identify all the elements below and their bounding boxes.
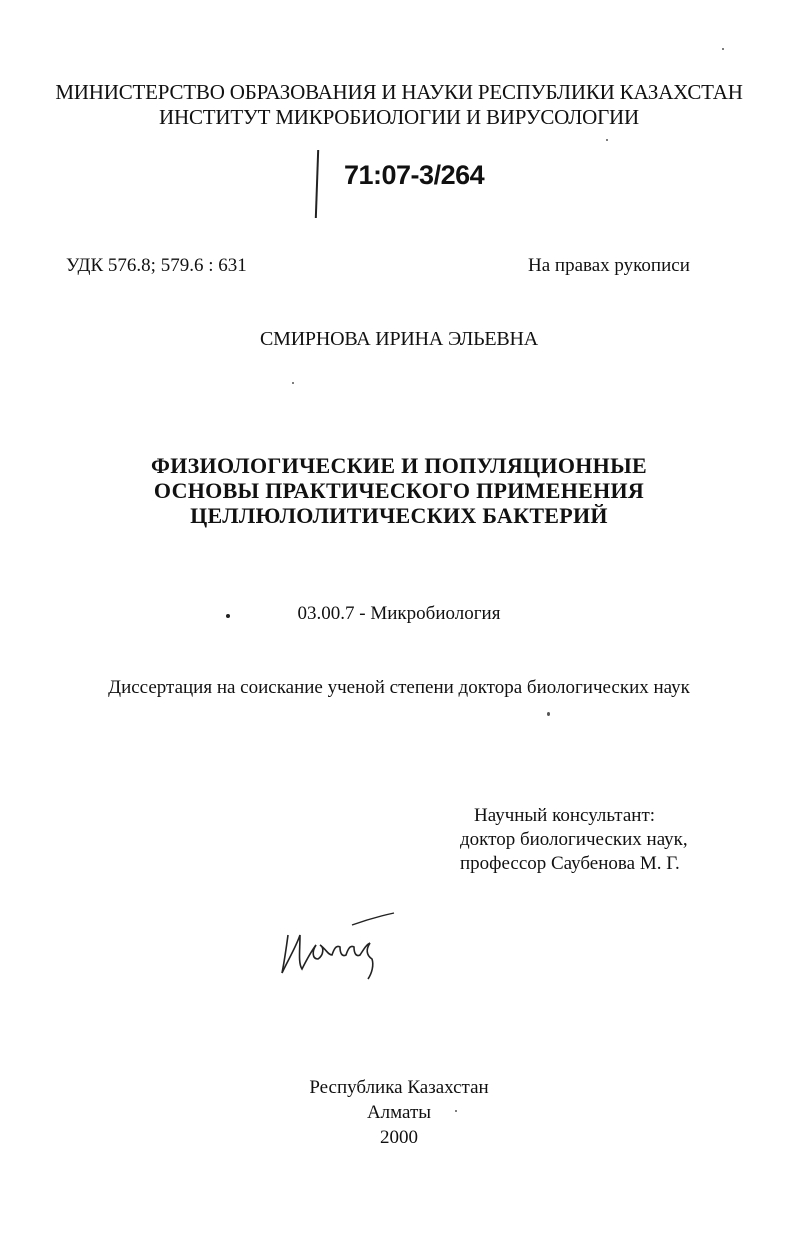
- ministry-heading: МИНИСТЕРСТВО ОБРАЗОВАНИЯ И НАУКИ РЕСПУБЛИКИ КАЗАХСТАН: [55, 80, 743, 104]
- scan-speck: [606, 139, 608, 141]
- institute-heading: ИНСТИТУТ МИКРОБИОЛОГИИ И ВИРУСОЛОГИИ: [159, 105, 639, 129]
- title-line-3: ЦЕЛЛЮЛОЛИТИЧЕСКИХ БАКТЕРИЙ: [190, 503, 608, 528]
- scan-speck: [455, 1110, 457, 1112]
- catalog-stamp-code: 71:07-3/264: [344, 160, 485, 190]
- advisor-degree: доктор биологических наук,: [460, 829, 688, 850]
- udk-code: УДК 576.8; 579.6 : 631: [66, 255, 247, 276]
- title-line-2: ОСНОВЫ ПРАКТИЧЕСКОГО ПРИМЕНЕНИЯ: [153, 478, 645, 503]
- stamp-bar: [315, 150, 319, 218]
- specialty-code: 03.00.7 - Микробиология: [297, 603, 501, 624]
- footer-country: Республика Казахстан: [309, 1077, 489, 1098]
- advisor-block: [460, 804, 688, 876]
- scan-speck: [292, 382, 294, 384]
- footer-year: 2000: [380, 1127, 418, 1148]
- footer-city: Алматы: [366, 1102, 432, 1123]
- advisor-label: Научный консультант:: [474, 805, 656, 826]
- dissertation-statement: Диссертация на соискание ученой степени доктора биологических наук: [108, 677, 690, 698]
- rights-notice: На правах рукописи: [528, 255, 690, 276]
- scan-speck: [547, 712, 550, 716]
- author-name: СМИРНОВА ИРИНА ЭЛЬЕВНА: [259, 328, 539, 350]
- title-line-1: ФИЗИОЛОГИЧЕСКИЕ И ПОПУЛЯЦИОННЫЕ: [151, 453, 647, 478]
- signature-image: [270, 905, 400, 985]
- advisor-name: профессор Саубенова М. Г.: [460, 853, 680, 874]
- scan-speck: [722, 48, 724, 50]
